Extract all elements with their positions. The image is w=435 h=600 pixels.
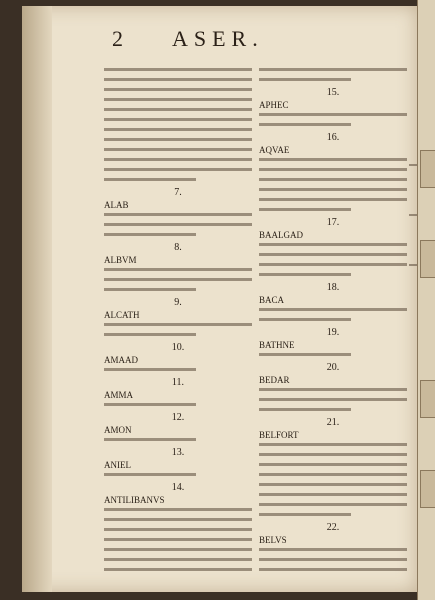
entry-number: 10. (171, 342, 185, 353)
page-number: 2 (112, 26, 129, 51)
page-tab (420, 380, 435, 418)
entry-headword: BEDAR (259, 375, 290, 385)
entry-number: 8. (174, 242, 182, 253)
entry-number: 19. (326, 327, 340, 338)
entry-number: 9. (174, 297, 182, 308)
next-page-edge (417, 0, 435, 600)
entry-headword: APHEC (259, 100, 289, 110)
entry-number: 17. (326, 217, 340, 228)
entry-headword: AMON (104, 425, 132, 435)
page-tab (420, 470, 435, 508)
entry-number: 20. (326, 362, 340, 373)
entry-number: 18. (326, 282, 340, 293)
entry-headword: ANTILIBANVS (104, 495, 165, 505)
entry-headword: AQVAE (259, 145, 290, 155)
entry-headword: BELFORT (259, 430, 299, 440)
entry-number: 13. (171, 447, 185, 458)
entry-headword: AMMA (104, 390, 134, 400)
page-tab (420, 240, 435, 278)
running-header (112, 26, 342, 56)
entry-number: 15. (326, 87, 340, 98)
entry-number: 7. (174, 187, 182, 198)
entry-headword: ALAB (104, 200, 129, 210)
page-gutter (22, 6, 52, 592)
entry-number: 16. (326, 132, 340, 143)
entry-number: 12. (171, 412, 185, 423)
entry-headword: AMAAD (104, 355, 139, 365)
entry-headword: ALCATH (104, 310, 140, 320)
entry-number: 21. (326, 417, 340, 428)
entry-headword: ANIEL (104, 460, 131, 470)
entry-headword: BELVS (259, 535, 287, 545)
running-title: ASER. (172, 26, 264, 51)
left-column (104, 68, 252, 578)
entry-number: 11. (171, 377, 185, 388)
entry-number: 14. (171, 482, 185, 493)
entry-headword: BAALGAD (259, 230, 303, 240)
book-page (22, 6, 417, 592)
right-column (259, 68, 407, 578)
page-tab (420, 150, 435, 188)
entry-headword: BATHNE (259, 340, 295, 350)
entry-headword: BACA (259, 295, 285, 305)
entry-headword: ALBVM (104, 255, 137, 265)
entry-number: 22. (326, 522, 340, 533)
